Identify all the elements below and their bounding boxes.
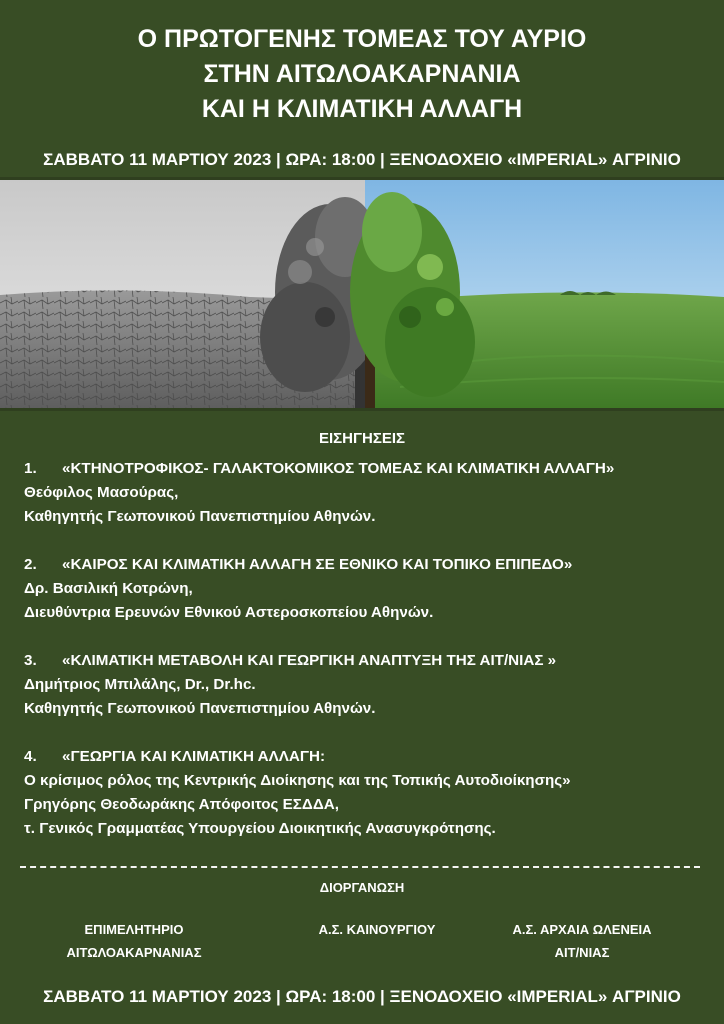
event-info-top: ΣΑΒΒΑΤΟ 11 ΜΑΡΤΙΟΥ 2023 | ΩΡΑ: 18:00 | ΞΕΝΟΔΟΧΕΙΟ «IMPERIAL» ΑΓΡΙΝΙΟ (43, 150, 681, 169)
title-line-2: ΣΤΗΝ ΑΙΤΩΛΟΑΚΑΡΝΑΝΙΑ (203, 60, 521, 88)
organizers-heading: ΔΙΟΡΓΑΝΩΣΗ (319, 880, 405, 895)
poster-title (0, 22, 724, 127)
talk-number: 4. (24, 748, 37, 765)
organizer-line: ΑΙΤΩΛΟΑΚΑΡΝΑΝΙΑΣ (66, 945, 202, 960)
dashed-divider (20, 866, 700, 868)
title-line-1: Ο ΠΡΩΤΟΓΕΝΗΣ ΤΟΜΕΑΣ ΤΟΥ ΑΥΡΙΟ (137, 25, 587, 53)
talk-affiliation: τ. Γενικός Γραμματέας Υπουργείου Διοικητικής Ανασυγκρότησης. (24, 820, 496, 837)
talk-subtitle: Ο κρίσιμος ρόλος της Κεντρικής Διοίκησης και της Τοπικής Αυτοδιοίκησης» (24, 772, 571, 789)
talk-item (24, 553, 714, 625)
title-line-3: ΚΑΙ Η ΚΛΙΜΑΤΙΚΗ ΑΛΛΑΓΗ (201, 95, 523, 123)
talk-header (24, 553, 714, 577)
talk-item (24, 745, 714, 841)
talk-number: 2. (24, 556, 37, 573)
organizer-kainourgiou (287, 918, 467, 941)
talk-item (24, 457, 714, 529)
talk-speaker: Θεόφιλος Μασούρας, (24, 484, 179, 501)
talk-speaker: Γρηγόρης Θεοδωράκης Απόφοιτος ΕΣΔΔΑ, (24, 796, 339, 813)
talk-title: «ΓΕΩΡΓΙΑ ΚΑΙ ΚΛΙΜΑΤΙΚΗ ΑΛΛΑΓΗ: (62, 748, 326, 765)
talk-speaker: Δρ. Βασιλική Κοτρώνη, (24, 580, 193, 597)
organizer-olenia (492, 918, 672, 964)
talk-item (24, 649, 714, 721)
talk-header (24, 457, 714, 481)
event-info-bottom: ΣΑΒΒΑΤΟ 11 ΜΑΡΤΙΟΥ 2023 | ΩΡΑ: 18:00 | ΞΕΝΟΔΟΧΕΙΟ «IMPERIAL» ΑΓΡΙΝΙΟ (43, 987, 681, 1006)
talk-header (24, 649, 714, 673)
organizer-line: Α.Σ. ΑΡΧΑΙΑ ΩΛΕΝΕΙΑ (512, 922, 652, 937)
talks-list (24, 457, 714, 865)
talks-heading: ΕΙΣΗΓΗΣΕΙΣ (318, 430, 406, 447)
organizer-line: Α.Σ. ΚΑΙΝΟΥΡΓΙΟΥ (318, 922, 436, 937)
organizer-line: ΑΙΤ/ΝΙΑΣ (554, 945, 610, 960)
talk-affiliation: Καθηγητής Γεωπονικού Πανεπιστημίου Αθηνών. (24, 700, 376, 717)
tree-climate-illustration (0, 177, 724, 411)
talk-header (24, 745, 714, 769)
talk-number: 3. (24, 652, 37, 669)
talk-affiliation: Καθηγητής Γεωπονικού Πανεπιστημίου Αθηνών. (24, 508, 376, 525)
hero-image (0, 177, 724, 411)
talk-affiliation: Διευθύντρια Ερευνών Εθνικού Αστεροσκοπείου Αθηνών. (24, 604, 434, 621)
talk-speaker: Δημήτριος Μπιλάλης, Dr., Dr.hc. (24, 676, 256, 693)
organizer-line: ΕΠΙΜΕΛΗΤΗΡΙΟ (84, 922, 184, 937)
talk-number: 1. (24, 460, 37, 477)
organizer-chamber (44, 918, 224, 964)
talk-title: «ΚΑΙΡΟΣ ΚΑΙ ΚΛΙΜΑΤΙΚΗ ΑΛΛΑΓΗ ΣΕ ΕΘΝΙΚΟ ΚΑΙ ΤΟΠΙΚΟ ΕΠΙΠΕΔΟ» (62, 556, 573, 573)
talk-title: «ΚΛΙΜΑΤΙΚΗ ΜΕΤΑΒΟΛΗ ΚΑΙ ΓΕΩΡΓΙΚΗ ΑΝΑΠΤΥΞΗ ΤΗΣ ΑΙΤ/ΝΙΑΣ » (62, 652, 557, 669)
talk-title: «ΚΤΗΝΟΤΡΟΦΙΚΟΣ- ΓΑΛΑΚΤΟΚΟΜΙΚΟΣ ΤΟΜΕΑΣ ΚΑΙ ΚΛΙΜΑΤΙΚΗ ΑΛΛΑΓΗ» (62, 460, 615, 477)
